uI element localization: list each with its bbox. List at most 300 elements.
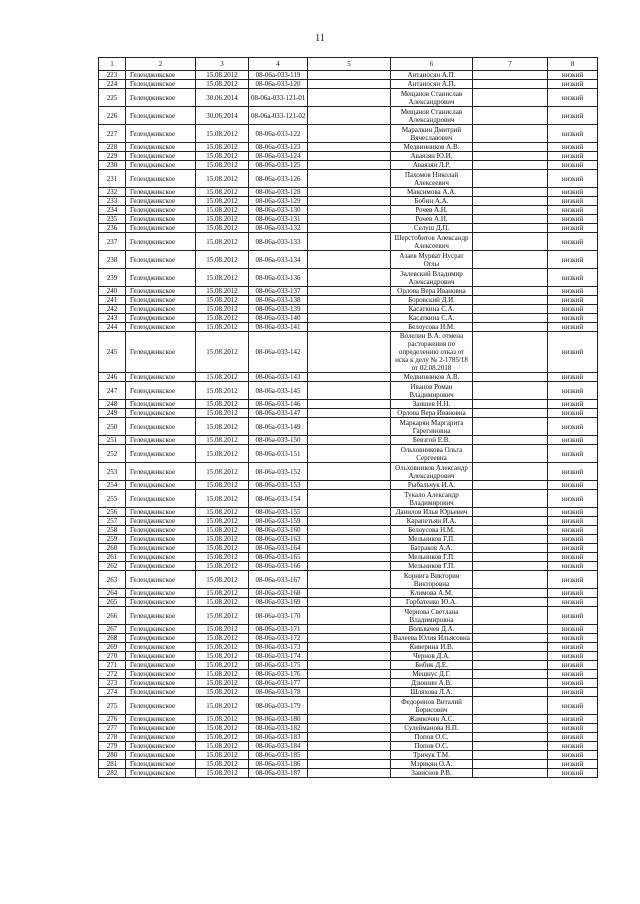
empty-cell — [308, 697, 391, 715]
owner-name-cell: Залевский Владимир Александрович — [391, 269, 473, 287]
status-cell: низкий — [548, 562, 598, 571]
empty-cell — [308, 481, 391, 490]
empty-cell — [308, 553, 391, 562]
status-cell: низкий — [548, 661, 598, 670]
owner-name-cell: Антаносян А.П. — [391, 71, 473, 80]
table-row — [99, 287, 598, 296]
region-cell: Геленджикское — [126, 544, 196, 553]
code-cell: 08-06а-033-137 — [249, 287, 308, 296]
empty-cell — [473, 544, 548, 553]
owner-name-cell: Медвинников А.В. — [391, 373, 473, 382]
date-cell: 15.08.2012 — [196, 562, 249, 571]
code-cell: 08-06а-033-125 — [249, 161, 308, 170]
owner-name-cell: Карапетьян И.А. — [391, 517, 473, 526]
code-cell: 08-06а-033-139 — [249, 305, 308, 314]
empty-cell — [473, 670, 548, 679]
region-cell: Геленджикское — [126, 481, 196, 490]
row-number-cell: 245 — [99, 332, 126, 373]
row-number-cell: 265 — [99, 598, 126, 607]
date-cell: 15.08.2012 — [196, 80, 249, 89]
region-cell: Геленджикское — [126, 562, 196, 571]
empty-cell — [473, 751, 548, 760]
date-cell: 15.08.2012 — [196, 679, 249, 688]
region-cell: Геленджикское — [126, 553, 196, 562]
date-cell: 15.08.2012 — [196, 269, 249, 287]
row-number-cell: 281 — [99, 760, 126, 769]
date-cell: 15.08.2012 — [196, 751, 249, 760]
table-row — [99, 400, 598, 409]
owner-name-cell: Аваязян Ю.И. — [391, 152, 473, 161]
page-number: 11 — [315, 33, 325, 44]
region-cell: Геленджикское — [126, 508, 196, 517]
status-cell: низкий — [548, 89, 598, 107]
row-number-cell: 252 — [99, 445, 126, 463]
empty-cell — [473, 269, 548, 287]
region-cell: Геленджикское — [126, 323, 196, 332]
table-row — [99, 625, 598, 634]
empty-cell — [473, 607, 548, 625]
region-cell: Геленджикское — [126, 652, 196, 661]
empty-cell — [473, 661, 548, 670]
date-cell: 15.08.2012 — [196, 409, 249, 418]
table-row — [99, 490, 598, 508]
row-number-cell: 240 — [99, 287, 126, 296]
empty-cell — [308, 197, 391, 206]
status-cell: низкий — [548, 553, 598, 562]
date-cell: 15.08.2012 — [196, 535, 249, 544]
table-row — [99, 544, 598, 553]
owner-name-cell: Мельников Г.П. — [391, 562, 473, 571]
status-cell: низкий — [548, 481, 598, 490]
owner-name-cell: Рочев А.Н. — [391, 206, 473, 215]
region-cell: Геленджикское — [126, 152, 196, 161]
empty-cell — [308, 170, 391, 188]
date-cell: 15.08.2012 — [196, 287, 249, 296]
status-cell: низкий — [548, 670, 598, 679]
code-cell: 08-06а-033-159 — [249, 517, 308, 526]
date-cell: 15.08.2012 — [196, 170, 249, 188]
row-number-cell: 236 — [99, 224, 126, 233]
empty-cell — [308, 661, 391, 670]
row-number-cell: 243 — [99, 314, 126, 323]
empty-cell — [308, 233, 391, 251]
date-cell: 15.08.2012 — [196, 490, 249, 508]
empty-cell — [308, 724, 391, 733]
owner-name-cell: Корнига Виктория Викторовна — [391, 571, 473, 589]
empty-cell — [308, 490, 391, 508]
table-row — [99, 508, 598, 517]
date-cell: 15.08.2012 — [196, 206, 249, 215]
table-row — [99, 517, 598, 526]
code-cell: 08-06а-033-121-02 — [249, 107, 308, 125]
status-cell: низкий — [548, 589, 598, 598]
row-number-cell: 226 — [99, 107, 126, 125]
status-cell: низкий — [548, 215, 598, 224]
empty-cell — [308, 751, 391, 760]
table-row — [99, 80, 598, 89]
table-row — [99, 634, 598, 643]
region-cell: Геленджикское — [126, 197, 196, 206]
owner-name-cell: Маркарян Маргарита Гарегиновна — [391, 418, 473, 436]
code-cell: 08-06а-033-166 — [249, 562, 308, 571]
owner-name-cell: Горбатенко Ю.А. — [391, 598, 473, 607]
row-number-cell: 246 — [99, 373, 126, 382]
empty-cell — [473, 215, 548, 224]
empty-cell — [308, 571, 391, 589]
status-cell: низкий — [548, 188, 598, 197]
header-cell: 3 — [196, 58, 249, 71]
empty-cell — [473, 71, 548, 80]
region-cell: Геленджикское — [126, 233, 196, 251]
row-number-cell: 273 — [99, 679, 126, 688]
empty-cell — [473, 688, 548, 697]
date-cell: 15.08.2012 — [196, 634, 249, 643]
status-cell: низкий — [548, 571, 598, 589]
owner-name-cell: Бибик Д.Е. — [391, 661, 473, 670]
row-number-cell: 257 — [99, 517, 126, 526]
region-cell: Геленджикское — [126, 125, 196, 143]
date-cell: 15.08.2012 — [196, 715, 249, 724]
owner-name-cell: Пахомов Николай Алексеевич — [391, 170, 473, 188]
header-cell: 4 — [249, 58, 308, 71]
empty-cell — [308, 305, 391, 314]
code-cell: 08-06а-033-119 — [249, 71, 308, 80]
row-number-cell: 274 — [99, 688, 126, 697]
empty-cell — [308, 607, 391, 625]
status-cell: низкий — [548, 143, 598, 152]
empty-cell — [473, 733, 548, 742]
code-cell: 08-06а-033-124 — [249, 152, 308, 161]
code-cell: 08-06а-033-126 — [249, 170, 308, 188]
empty-cell — [308, 535, 391, 544]
region-cell: Геленджикское — [126, 89, 196, 107]
empty-cell — [308, 224, 391, 233]
region-cell: Геленджикское — [126, 760, 196, 769]
empty-cell — [308, 679, 391, 688]
owner-name-cell: Антаносян А.П. — [391, 80, 473, 89]
code-cell: 08-06а-033-130 — [249, 206, 308, 215]
owner-name-cell: Шерстобитов Александр Алексеевич — [391, 233, 473, 251]
code-cell: 08-06а-033-176 — [249, 670, 308, 679]
empty-cell — [308, 589, 391, 598]
date-cell: 15.08.2012 — [196, 625, 249, 634]
owner-name-cell: Мещанов Станислав Александрович — [391, 107, 473, 125]
region-cell: Геленджикское — [126, 607, 196, 625]
empty-cell — [308, 296, 391, 305]
date-cell: 15.08.2012 — [196, 670, 249, 679]
row-number-cell: 254 — [99, 481, 126, 490]
region-cell: Геленджикское — [126, 742, 196, 751]
owner-name-cell: Валеева Юлия Ильясовна — [391, 634, 473, 643]
owner-name-cell: Чернова Светлана Владимировна — [391, 607, 473, 625]
empty-cell — [473, 445, 548, 463]
owner-name-cell: Ольховникова Ольга Сергеевна — [391, 445, 473, 463]
row-number-cell: 225 — [99, 89, 126, 107]
header-cell: 1 — [99, 58, 126, 71]
empty-cell — [308, 715, 391, 724]
empty-cell — [308, 125, 391, 143]
status-cell: низкий — [548, 206, 598, 215]
code-cell: 08-06а-033-132 — [249, 224, 308, 233]
empty-cell — [473, 197, 548, 206]
empty-cell — [473, 715, 548, 724]
status-cell: низкий — [548, 80, 598, 89]
row-number-cell: 276 — [99, 715, 126, 724]
row-number-cell: 263 — [99, 571, 126, 589]
status-cell: низкий — [548, 445, 598, 463]
empty-cell — [308, 445, 391, 463]
empty-cell — [473, 634, 548, 643]
status-cell: низкий — [548, 652, 598, 661]
empty-cell — [473, 436, 548, 445]
empty-cell — [308, 688, 391, 697]
status-cell: низкий — [548, 733, 598, 742]
region-cell: Геленджикское — [126, 215, 196, 224]
owner-name-cell: Аваязян Л.Р. — [391, 161, 473, 170]
code-cell: 08-06а-033-180 — [249, 715, 308, 724]
status-cell: низкий — [548, 715, 598, 724]
region-cell: Геленджикское — [126, 296, 196, 305]
date-cell: 15.08.2012 — [196, 661, 249, 670]
empty-cell — [308, 409, 391, 418]
row-number-cell: 232 — [99, 188, 126, 197]
table-row — [99, 463, 598, 481]
table-row — [99, 233, 598, 251]
code-cell: 08-06а-033-151 — [249, 445, 308, 463]
region-cell: Геленджикское — [126, 661, 196, 670]
owner-name-cell: Белоусова Н.М. — [391, 526, 473, 535]
region-cell: Геленджикское — [126, 445, 196, 463]
row-number-cell: 256 — [99, 508, 126, 517]
header-row — [99, 58, 598, 71]
table-row — [99, 382, 598, 400]
empty-cell — [308, 436, 391, 445]
code-cell: 08-06а-033-179 — [249, 697, 308, 715]
owner-name-cell: Селуш Д.П. — [391, 224, 473, 233]
region-cell: Геленджикское — [126, 287, 196, 296]
table-row — [99, 688, 598, 697]
status-cell: низкий — [548, 161, 598, 170]
row-number-cell: 278 — [99, 733, 126, 742]
empty-cell — [308, 143, 391, 152]
empty-cell — [473, 125, 548, 143]
code-cell: 08-06а-033-163 — [249, 535, 308, 544]
row-number-cell: 280 — [99, 751, 126, 760]
empty-cell — [308, 206, 391, 215]
empty-cell — [308, 332, 391, 373]
table-row — [99, 607, 598, 625]
code-cell: 08-06а-033-143 — [249, 373, 308, 382]
owner-name-cell: Дзюшин А.В. — [391, 679, 473, 688]
code-cell: 08-06а-033-123 — [249, 143, 308, 152]
empty-cell — [473, 382, 548, 400]
region-cell: Геленджикское — [126, 224, 196, 233]
empty-cell — [473, 287, 548, 296]
region-cell: Геленджикское — [126, 679, 196, 688]
table-row — [99, 170, 598, 188]
empty-cell — [308, 760, 391, 769]
owner-name-cell: Медвинников А.В. — [391, 143, 473, 152]
table-row — [99, 188, 598, 197]
date-cell: 30.06.2014 — [196, 107, 249, 125]
code-cell: 08-06а-033-185 — [249, 751, 308, 760]
empty-cell — [308, 188, 391, 197]
empty-cell — [308, 517, 391, 526]
table-row — [99, 436, 598, 445]
date-cell: 15.08.2012 — [196, 296, 249, 305]
date-cell: 15.08.2012 — [196, 314, 249, 323]
code-cell: 08-06а-033-168 — [249, 589, 308, 598]
table-row — [99, 670, 598, 679]
empty-cell — [308, 89, 391, 107]
row-number-cell: 251 — [99, 436, 126, 445]
region-cell: Геленджикское — [126, 625, 196, 634]
code-cell: 08-06а-033-131 — [249, 215, 308, 224]
row-number-cell: 244 — [99, 323, 126, 332]
status-cell: низкий — [548, 323, 598, 332]
empty-cell — [473, 625, 548, 634]
row-number-cell: 239 — [99, 269, 126, 287]
table-row — [99, 751, 598, 760]
empty-cell — [308, 742, 391, 751]
empty-cell — [308, 161, 391, 170]
code-cell: 08-06а-033-177 — [249, 679, 308, 688]
region-cell: Геленджикское — [126, 170, 196, 188]
date-cell: 15.08.2012 — [196, 71, 249, 80]
empty-cell — [473, 490, 548, 508]
region-cell: Геленджикское — [126, 332, 196, 373]
table-row — [99, 71, 598, 80]
region-cell: Геленджикское — [126, 188, 196, 197]
empty-cell — [308, 382, 391, 400]
date-cell: 15.08.2012 — [196, 517, 249, 526]
status-cell: низкий — [548, 526, 598, 535]
empty-cell — [308, 107, 391, 125]
status-cell: низкий — [548, 742, 598, 751]
code-cell: 08-06а-033-165 — [249, 553, 308, 562]
row-number-cell: 242 — [99, 305, 126, 314]
code-cell: 08-06а-033-128 — [249, 188, 308, 197]
region-cell: Геленджикское — [126, 71, 196, 80]
date-cell: 15.08.2012 — [196, 643, 249, 652]
table-body — [99, 58, 598, 778]
status-cell: низкий — [548, 251, 598, 269]
status-cell: низкий — [548, 400, 598, 409]
owner-name-cell: Мзрикян О.А. — [391, 760, 473, 769]
owner-name-cell: Азаев Мурват Нусрат Оглы — [391, 251, 473, 269]
empty-cell — [473, 571, 548, 589]
empty-cell — [473, 296, 548, 305]
region-cell: Геленджикское — [126, 418, 196, 436]
code-cell: 08-06а-033-171 — [249, 625, 308, 634]
empty-cell — [308, 80, 391, 89]
table-row — [99, 161, 598, 170]
row-number-cell: 277 — [99, 724, 126, 733]
status-cell: низкий — [548, 287, 598, 296]
empty-cell — [473, 373, 548, 382]
empty-cell — [473, 742, 548, 751]
table-row — [99, 445, 598, 463]
owner-name-cell: Мельников Г.П. — [391, 535, 473, 544]
empty-cell — [473, 562, 548, 571]
date-cell: 15.08.2012 — [196, 197, 249, 206]
row-number-cell: 249 — [99, 409, 126, 418]
empty-cell — [473, 526, 548, 535]
region-cell: Геленджикское — [126, 634, 196, 643]
table-row — [99, 589, 598, 598]
empty-cell — [473, 143, 548, 152]
table-row — [99, 715, 598, 724]
row-number-cell: 247 — [99, 382, 126, 400]
empty-cell — [473, 332, 548, 373]
status-cell: низкий — [548, 436, 598, 445]
empty-cell — [308, 463, 391, 481]
table-row — [99, 373, 598, 382]
region-cell: Геленджикское — [126, 571, 196, 589]
code-cell: 08-06а-033-170 — [249, 607, 308, 625]
status-cell: низкий — [548, 607, 598, 625]
date-cell: 15.08.2012 — [196, 332, 249, 373]
header-cell: 5 — [308, 58, 391, 71]
empty-cell — [308, 562, 391, 571]
code-cell: 08-06а-033-145 — [249, 382, 308, 400]
empty-cell — [308, 269, 391, 287]
empty-cell — [308, 251, 391, 269]
row-number-cell: 229 — [99, 152, 126, 161]
row-number-cell: 228 — [99, 143, 126, 152]
date-cell: 15.08.2012 — [196, 463, 249, 481]
table-row — [99, 224, 598, 233]
date-cell: 15.08.2012 — [196, 652, 249, 661]
empty-cell — [473, 643, 548, 652]
owner-name-cell: Тукало Александр Владимирович — [391, 490, 473, 508]
empty-cell — [308, 400, 391, 409]
owner-name-cell: Тричук Т.М. — [391, 751, 473, 760]
row-number-cell: 230 — [99, 161, 126, 170]
region-cell: Геленджикское — [126, 688, 196, 697]
table-row — [99, 323, 598, 332]
owner-name-cell: Орлова Вера Ивановна — [391, 287, 473, 296]
table-row — [99, 652, 598, 661]
status-cell: низкий — [548, 490, 598, 508]
date-cell: 15.08.2012 — [196, 589, 249, 598]
table-row — [99, 197, 598, 206]
table-row — [99, 107, 598, 125]
region-cell: Геленджикское — [126, 697, 196, 715]
date-cell: 15.08.2012 — [196, 598, 249, 607]
empty-cell — [308, 598, 391, 607]
owner-name-cell: Маралкин Дмитрий Вячеславович — [391, 125, 473, 143]
region-cell: Геленджикское — [126, 724, 196, 733]
date-cell: 15.08.2012 — [196, 481, 249, 490]
owner-name-cell: Рыбальчук И.А. — [391, 481, 473, 490]
status-cell: низкий — [548, 197, 598, 206]
table-row — [99, 724, 598, 733]
empty-cell — [473, 535, 548, 544]
status-cell: низкий — [548, 152, 598, 161]
status-cell: низкий — [548, 751, 598, 760]
empty-cell — [473, 589, 548, 598]
empty-cell — [473, 323, 548, 332]
region-cell: Геленджикское — [126, 206, 196, 215]
date-cell: 15.08.2012 — [196, 742, 249, 751]
code-cell: 08-06а-033-122 — [249, 125, 308, 143]
empty-cell — [308, 323, 391, 332]
date-cell: 15.08.2012 — [196, 161, 249, 170]
table-row — [99, 598, 598, 607]
code-cell: 08-06а-033-141 — [249, 323, 308, 332]
status-cell: низкий — [548, 517, 598, 526]
